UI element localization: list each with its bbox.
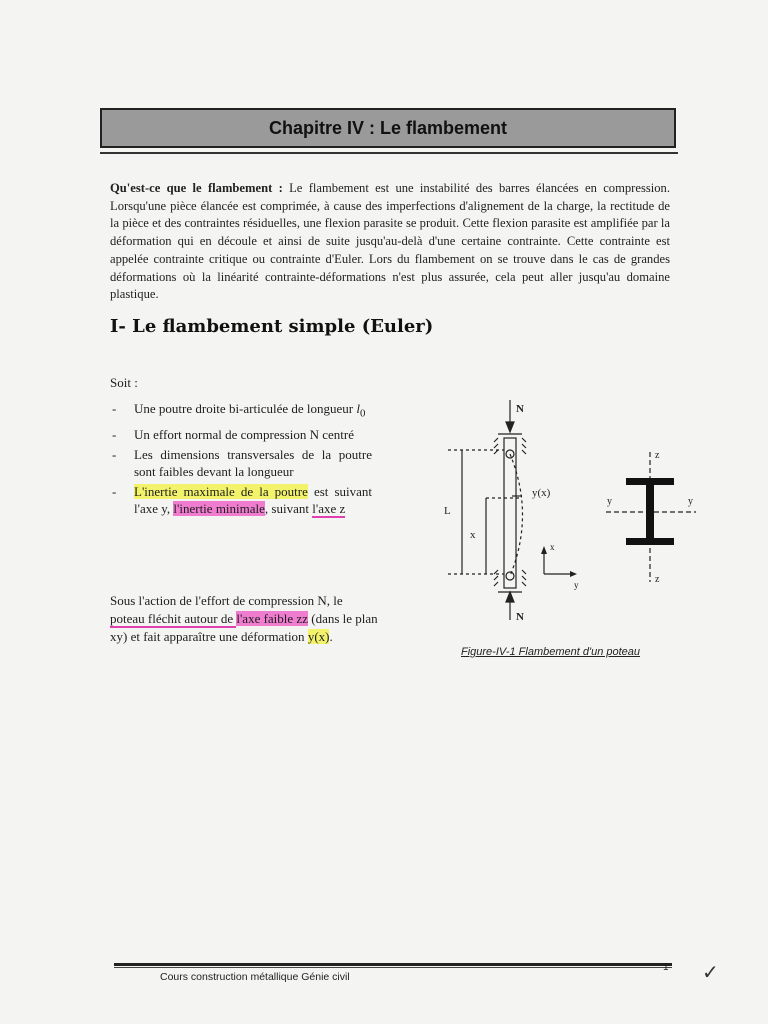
list-item [110,400,372,423]
underlined-axis-z: l'axe z [312,500,346,516]
label-yx: y(x) [532,487,551,499]
intro-lead: Qu'est-ce que le flambement : [110,181,283,195]
paragraph-text: (dans le plan xy) et fait apparaître une déformation [110,611,378,644]
paragraph-text: Sous l'action de l'effort de compression N, le [110,593,343,608]
top-hatch [494,438,526,454]
soit-label: Soit : [110,375,138,390]
bottom-pin [506,572,514,580]
chapter-title: Chapitre IV : Le flambement [268,117,508,138]
footer-course: Cours construction métallique Génie civil [160,971,350,983]
length-symbol: l [356,401,360,416]
underlined-text: poteau fléchit autour de [110,611,237,626]
label-n-bottom: N [516,611,524,623]
section-top-flange [626,478,674,485]
paragraph-text: . [329,629,333,644]
assumption-list [110,400,372,520]
list-item: - Les dimensions transversales de la poutre sont faibles devant la longueur [110,446,372,480]
section-y-left-label: y [607,496,612,507]
length-subscript: 0 [359,407,366,420]
section-z-top-label: z [655,450,660,461]
footer-rule [114,963,672,966]
axis-y-label: y [574,580,579,590]
list-item [110,483,372,517]
section-y-right-label: y [688,496,693,507]
section-z-bottom-label: z [655,574,660,585]
highlight-min-inertia: l'inertie minimale [173,500,265,516]
intro-text: Le flambement est une instabilité des barres élancées en compression. Lorsqu'une pièce élancée est comprimée, à cause des imperfections d'alignement de la charge, la rectitude de la pièce et des contraintes résiduelles, une flexion parasite se produit. Cette flexion parasite est amplifiée par la déformation qui en découle et ainsi de suite jusqu'au-delà d'une certaine contrainte. Cette contrainte est appelée contrainte critique ou contrainte d'Euler. Lors du flambement on se trouve dans le cas de grandes déformations où la linéarité contrainte-déformations n'est plus assurée, cela peut aller jusqu'au domaine plastique. [110,181,670,302]
axis-x-arrow [541,546,547,554]
highlight-max-inertia: L'inertie maximale de la poutre [134,483,308,499]
axis-y-arrow [570,571,577,577]
buckling-figure [430,392,720,632]
top-load-arrow [506,422,514,432]
intro-paragraph [110,180,670,304]
list-item: - Un effort normal de compression N centré [110,426,372,443]
axis-x-label: x [550,542,555,552]
section-bottom-flange [626,538,674,545]
chapter-title-box [100,108,676,148]
section-title: I- Le flambement simple (Euler) [110,316,434,337]
footer-rule-thin [114,967,672,968]
list-item-text: Une poutre droite bi-articulée de longueur [134,401,357,416]
section-web [646,485,654,538]
label-l: L [444,505,451,517]
label-x: x [470,529,476,541]
list-item-text: , suivant [264,500,313,516]
list-item-text: est suivant l'axe y, [134,483,372,516]
buckling-paragraph [110,592,380,646]
page-number: 1 [663,962,669,973]
bottom-load-arrow [506,592,514,602]
label-n-top: N [516,403,524,415]
figure-caption: Figure-IV-1 Flambement d'un poteau [461,646,641,658]
highlight-deformation: y(x) [307,629,330,644]
highlight-weak-axis: l'axe faible zz [236,611,308,626]
check-mark: ✓ [702,960,719,984]
title-rule [100,152,678,154]
